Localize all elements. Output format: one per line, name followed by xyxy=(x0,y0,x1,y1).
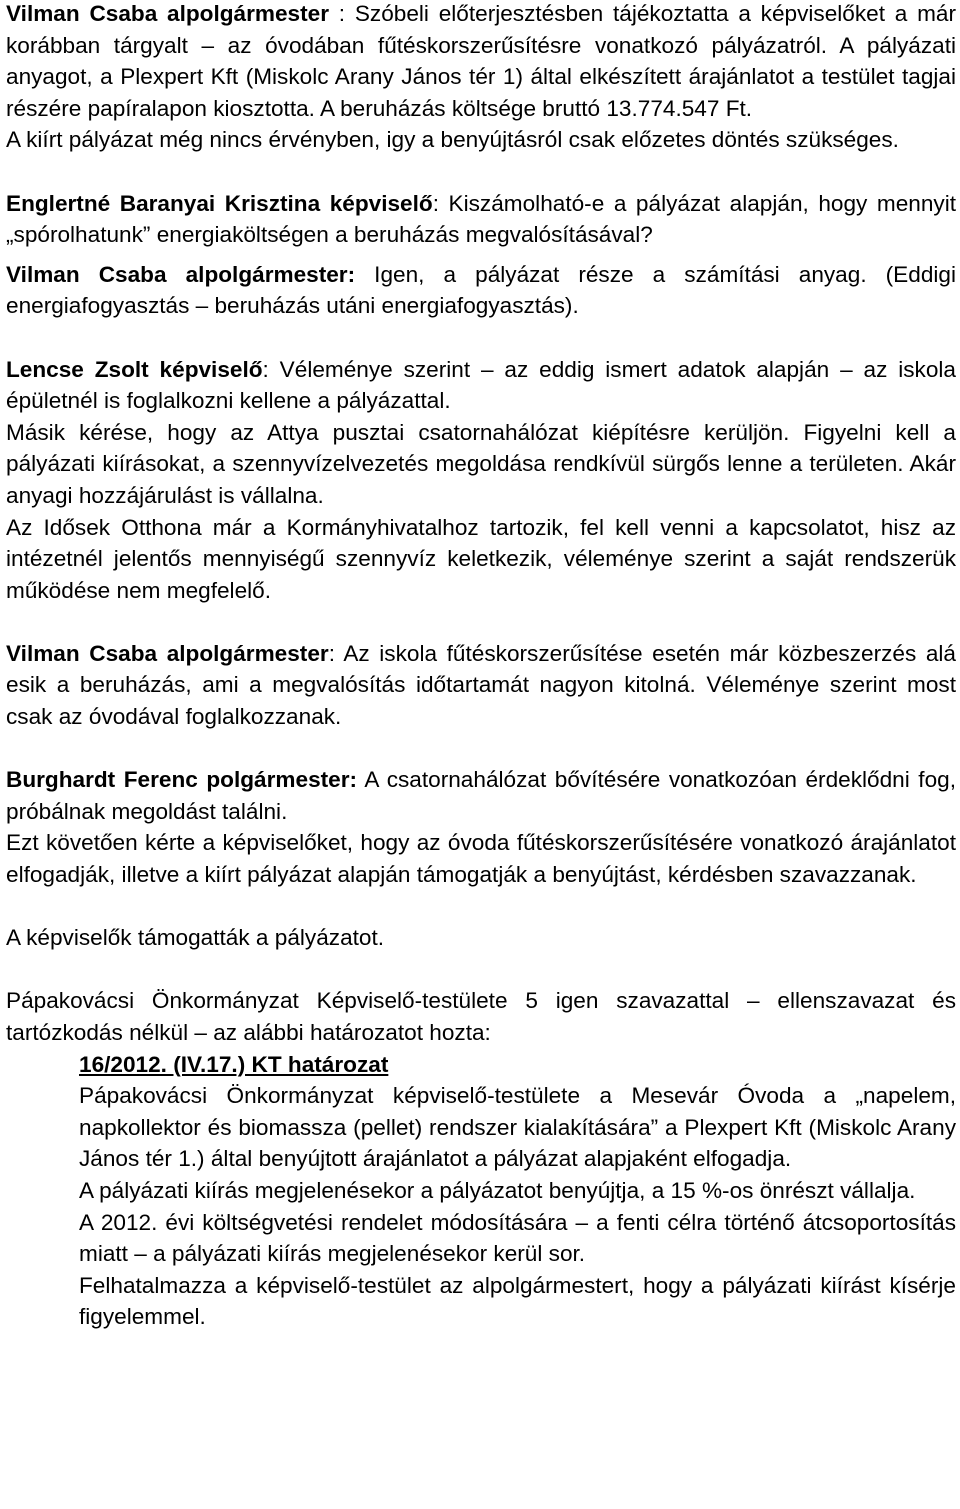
paragraph-text-cont: Ezt követően kérte a képviselőket, hogy az óvoda fűtéskorszerűsítésére vonatkozó árajánlatot elfogadják, illetve a kiírt pályázat alapján támogatják a benyújtást, kérdésben szavazzanak. xyxy=(6,830,956,888)
resolution-text: Felhatalmazza a képviselő-testület az alpolgármestert, hogy a pályázati kiírást kísérje figyelemmel. xyxy=(79,1272,956,1330)
paragraph-text: : Szóbeli előterjesztésben tájékoztatta a képviselőket a már korábban tárgyalt – az óvodában fűtéskorszerűsítésre vonatkozó pályázatról. A pályázati anyagot, a Plexpert Kft (Miskolc Arany János tér 1) által elkészített árajánlatot a testület tagjai részére papíralapon kiosztotta. A beruházás költsége bruttó 13.774.547 Ft. xyxy=(6,1,956,121)
paragraph-lencse xyxy=(6,354,956,417)
paragraph-text: Igen, a pályázat része a számítási anyag. (Eddigi energiafogyasztás – beruházás utáni energiafogyasztás). xyxy=(6,261,956,319)
paragraph-englertne xyxy=(6,188,956,251)
resolution-block xyxy=(79,1049,956,1333)
resolution-title-line xyxy=(79,1049,956,1081)
speaker-name: Vilman Csaba alpolgármester: xyxy=(6,261,356,287)
speaker-name: Englertné Baranyai Krisztina képviselő xyxy=(6,190,433,216)
paragraph-text-cont: Az Idősek Otthona már a Kormányhivatalhoz tartozik, fel kell venni a kapcsolatot, hisz az intézetnél jelentős mennyiségű szennyvíz keletkezik, véleménye szerint a saját rendszerük működése nem megfelelő. xyxy=(6,514,956,603)
paragraph-text-cont: A kiírt pályázat még nincs érvényben, igy a benyújtásról csak előzetes döntés szükséges. xyxy=(6,127,899,153)
resolution-text: A pályázati kiírás megjelenésekor a pályázatot benyújtja, a 15 %-os önrészt vállalja. xyxy=(79,1177,916,1203)
paragraph-text-cont: Másik kérése, hogy az Attya pusztai csatornahálózat kiépítésre kerüljön. Figyelni kell a pályázati kiírásokat, a szennyvízelvezetés megoldása rendkívül sürgős lenne a területen. Akár anyagi hozzájárulást is vállalna. xyxy=(6,419,956,508)
resolution-title: 16/2012. (IV.17.) KT határozat xyxy=(79,1051,389,1077)
paragraph-text: : Kiszámolható-e a pályázat alapján, hogy mennyit „spórolhatunk” energiaköltségen a beruházás megvalósításával? xyxy=(6,190,956,248)
resolution-text: A 2012. évi költségvetési rendelet módosítására – a fenti célra történő átcsoportosítás miatt – a pályázati kiírás megjelenésekor kerül sor. xyxy=(79,1209,956,1267)
paragraph-vote: Pápakovácsi Önkormányzat Képviselő-testülete 5 igen szavazattal – ellenszavazat és tartózkodás nélkül – az alábbi határozatot hozta: xyxy=(6,988,956,1045)
paragraph-text: A csatornahálózat bővítésére vonatkozóan érdeklődni fog, próbálnak megoldást találni. xyxy=(6,767,956,824)
paragraph-vilman-intro xyxy=(6,0,956,124)
paragraph-vilman-answer xyxy=(6,259,956,322)
speaker-name: Burghardt Ferenc polgármester: xyxy=(6,767,358,793)
paragraph-vilman-school xyxy=(6,638,956,733)
speaker-name: Lencse Zsolt képviselő xyxy=(6,356,263,382)
document-page xyxy=(6,0,956,1333)
paragraph-text: : Az iskola fűtéskorszerűsítése esetén már közbeszerzés alá esik a beruházás, ami a megvalósítás időtartamát nagyon kitolná. Véleménye szerint most csak az óvodával foglalkozzanak. xyxy=(6,640,957,730)
resolution-text: Pápakovácsi Önkormányzat képviselő-testülete a Mesevár Óvoda a „napelem, napkollektor és biomassza (pellet) rendszer kialakítására” a Plexpert Kft (Miskolc Arany János tér 1.) által benyújtott árajánlatot a pályázat alapjaként elfogadja. xyxy=(79,1083,956,1172)
paragraph-burghardt xyxy=(6,764,956,827)
paragraph-text: : Véleménye szerint – az eddig ismert adatok alapján – az iskola épületnél is foglalkozni kellene a pályázattal. xyxy=(6,356,956,414)
paragraph-support: A képviselők támogatták a pályázatot. xyxy=(6,925,385,951)
speaker-name: Vilman Csaba alpolgármester xyxy=(6,1,330,26)
speaker-name: Vilman Csaba alpolgármester xyxy=(6,640,329,666)
